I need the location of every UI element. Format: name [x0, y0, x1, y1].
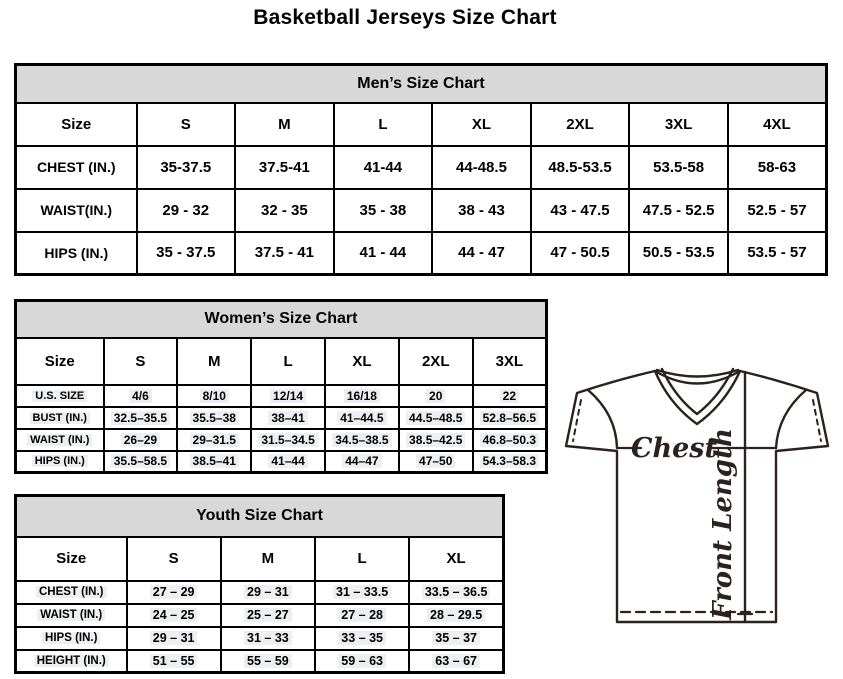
table-row [16, 451, 547, 473]
cell-text: 59 – 63 [338, 654, 386, 668]
size-value [473, 407, 547, 429]
cell-text: CHEST (IN.) [36, 159, 116, 175]
size-value [221, 650, 315, 673]
column-header [409, 537, 503, 581]
cell-text: 52.8–56.5 [480, 411, 539, 425]
cell-text: 37.5-41 [258, 158, 310, 176]
size-value [315, 650, 409, 673]
cell-text: 55 – 59 [244, 654, 292, 668]
cell-text: 28 – 29.5 [427, 608, 485, 622]
size-value [127, 581, 221, 604]
jersey-icon [558, 362, 840, 634]
column-header [629, 103, 728, 146]
column-header [104, 338, 178, 385]
jersey-measurement-diagram [558, 362, 840, 634]
cell-text: 35 – 37 [432, 631, 480, 645]
column-header-row [16, 338, 547, 385]
cell-text: HIPS (IN.) [32, 455, 88, 467]
size-value [629, 232, 728, 275]
size-value [251, 385, 325, 407]
cell-text: 43 - 47.5 [550, 201, 610, 219]
size-value [104, 385, 178, 407]
cell-text: S [168, 550, 179, 567]
cell-text: Size [44, 352, 75, 370]
cell-text: S [135, 352, 146, 370]
cell-text: 63 – 67 [432, 654, 480, 668]
size-value [334, 189, 433, 232]
cell-text: 35.5–38 [190, 411, 239, 425]
cell-text: 35-37.5 [160, 158, 212, 176]
size-value [473, 451, 547, 473]
column-header [325, 338, 399, 385]
column-header [399, 338, 473, 385]
row-label [16, 627, 127, 650]
cell-text: L [378, 115, 388, 133]
column-header [315, 537, 409, 581]
cell-text: 22 [500, 389, 519, 403]
row-label [16, 429, 104, 451]
size-value [629, 189, 728, 232]
size-value [399, 429, 473, 451]
cell-text: WAIST (IN.) [27, 434, 92, 446]
row-label [16, 581, 127, 604]
row-label [16, 650, 127, 673]
size-value [629, 146, 728, 189]
column-header [251, 338, 325, 385]
cell-text: 38.5–42.5 [406, 433, 465, 447]
cell-text: WAIST (IN.) [37, 609, 105, 621]
cell-text: 38–41 [268, 411, 307, 425]
cell-text: 33.5 – 36.5 [422, 585, 491, 599]
cell-text: M [207, 352, 221, 370]
right-armhole-seam [776, 390, 806, 448]
cell-text: M [278, 115, 291, 133]
cell-text: Men’s Size Chart [357, 74, 485, 92]
cell-text: L [283, 352, 293, 370]
size-value [127, 604, 221, 627]
column-header [16, 338, 104, 385]
page-title: Basketball Jerseys Size Chart [253, 6, 557, 29]
size-value [251, 429, 325, 451]
table-row [16, 385, 547, 407]
size-value [137, 189, 236, 232]
cell-text: 44 - 47 [458, 244, 505, 262]
cell-text: U.S. SIZE [32, 390, 87, 402]
cell-text: L [357, 550, 367, 567]
collar-inner-curve [657, 370, 738, 377]
size-value [432, 189, 531, 232]
cell-text: 46.8–50.3 [480, 433, 539, 447]
cell-text: 32 - 35 [260, 201, 308, 219]
size-value [104, 407, 178, 429]
column-header-row [16, 103, 827, 146]
size-value [325, 407, 399, 429]
size-value [531, 146, 630, 189]
size-value [235, 232, 334, 275]
size-value [177, 451, 251, 473]
size-value [728, 232, 827, 275]
mens-size-table [14, 63, 828, 276]
size-value [432, 146, 531, 189]
row-label [16, 451, 104, 473]
size-value [177, 407, 251, 429]
row-label [16, 604, 127, 627]
size-value [235, 189, 334, 232]
table-title-row [16, 301, 547, 338]
table-title-row [16, 65, 827, 103]
cell-text: 52.5 - 57 [747, 201, 807, 219]
cell-text: 41–44.5 [337, 411, 386, 425]
row-label [16, 189, 137, 232]
size-value [235, 146, 334, 189]
column-header [531, 103, 630, 146]
cell-text: 38.5–41 [190, 454, 239, 468]
cell-text: 4/6 [129, 389, 152, 403]
cell-text: 3XL [495, 352, 524, 370]
cell-text: 58-63 [757, 158, 797, 176]
table-row [16, 650, 504, 673]
column-header-row [16, 537, 504, 581]
cell-text: Youth Size Chart [196, 507, 323, 525]
size-value [251, 451, 325, 473]
column-header [221, 537, 315, 581]
size-value [409, 581, 503, 604]
size-value [315, 581, 409, 604]
column-header [177, 338, 251, 385]
column-header [16, 103, 137, 146]
size-value [315, 627, 409, 650]
cell-text: HEIGHT (IN.) [34, 655, 109, 667]
cell-text: XL [446, 550, 466, 567]
cell-text: WAIST(IN.) [40, 202, 113, 218]
size-value [334, 146, 433, 189]
size-value [127, 627, 221, 650]
size-value [251, 407, 325, 429]
column-header [16, 537, 127, 581]
cell-text: 32.5–35.5 [111, 411, 170, 425]
cell-text: 41 - 44 [359, 244, 407, 262]
cell-text: 26–29 [121, 433, 160, 447]
cell-text: Women’s Size Chart [204, 310, 358, 328]
cell-text: Size [56, 550, 87, 567]
cell-text: Size [61, 115, 92, 133]
column-header [473, 338, 547, 385]
size-value [473, 385, 547, 407]
cell-text: 44–47 [342, 454, 381, 468]
size-value [531, 232, 630, 275]
size-value [325, 385, 399, 407]
cell-text: 35.5–58.5 [111, 454, 170, 468]
size-value [325, 429, 399, 451]
column-header [127, 537, 221, 581]
column-header [432, 103, 531, 146]
cell-text: HIPS (IN.) [42, 632, 100, 644]
table-row [16, 146, 827, 189]
size-value [728, 146, 827, 189]
cell-text: 51 – 55 [150, 654, 198, 668]
cell-text: BUST (IN.) [30, 412, 90, 424]
cell-text: 8/10 [200, 389, 229, 403]
cell-text: 4XL [763, 115, 791, 133]
size-value [409, 650, 503, 673]
table-row [16, 232, 827, 275]
cell-text: 20 [426, 389, 445, 403]
cell-text: CHEST (IN.) [36, 586, 107, 598]
size-value [177, 429, 251, 451]
cell-text: 48.5-53.5 [548, 158, 612, 176]
cell-text: 24 – 25 [150, 608, 198, 622]
table-title [16, 301, 547, 338]
youth-size-table [14, 494, 505, 674]
cell-text: 47.5 - 52.5 [642, 201, 715, 219]
cell-text: XL [352, 352, 372, 370]
cell-text: 37.5 - 41 [254, 244, 314, 262]
cell-text: HIPS (IN.) [44, 244, 109, 261]
table-title [16, 65, 827, 103]
size-value [137, 232, 236, 275]
chest-label: Chest [631, 433, 717, 464]
cell-text: 53.5 - 57 [747, 244, 807, 262]
cell-text: 29 – 31 [244, 585, 292, 599]
cell-text: 29 – 31 [150, 631, 198, 645]
size-value [473, 429, 547, 451]
size-value [334, 232, 433, 275]
left-armhole-seam [588, 390, 617, 448]
row-label [16, 146, 137, 189]
cell-text: XL [471, 115, 492, 133]
cell-text: 31 – 33.5 [333, 585, 391, 599]
size-value [221, 627, 315, 650]
size-value [221, 604, 315, 627]
table-row [16, 429, 547, 451]
cell-text: 29 - 32 [162, 201, 210, 219]
cell-text: 31.5–34.5 [258, 433, 317, 447]
size-value [177, 385, 251, 407]
cell-text: 3XL [664, 115, 693, 133]
cell-text: 2XL [566, 115, 594, 133]
size-value [399, 407, 473, 429]
size-value [221, 581, 315, 604]
size-value [104, 451, 178, 473]
size-value [137, 146, 236, 189]
cell-text: 29–31.5 [190, 433, 239, 447]
table-row [16, 189, 827, 232]
size-value [127, 650, 221, 673]
cell-text: 12/14 [270, 389, 306, 403]
cell-text: 27 – 29 [150, 585, 198, 599]
column-header [334, 103, 433, 146]
column-header [235, 103, 334, 146]
size-value [315, 604, 409, 627]
cell-text: 41–44 [268, 454, 307, 468]
size-value [728, 189, 827, 232]
womens-size-table [14, 299, 548, 474]
cell-text: M [261, 550, 275, 567]
table-row [16, 581, 504, 604]
table-row [16, 627, 504, 650]
cell-text: 50.5 - 53.5 [642, 244, 715, 262]
cell-text: 44.5–48.5 [406, 411, 465, 425]
size-value [325, 451, 399, 473]
row-label [16, 407, 104, 429]
size-value [104, 429, 178, 451]
size-value [409, 627, 503, 650]
cell-text: 41-44 [363, 158, 403, 176]
column-header [728, 103, 827, 146]
cell-text: 47–50 [416, 454, 455, 468]
front-length-label: Front Length [708, 428, 738, 620]
size-value [432, 232, 531, 275]
cell-text: 38 - 43 [458, 201, 505, 219]
cell-text: 53.5-58 [653, 158, 705, 176]
row-label [16, 232, 137, 275]
cell-text: S [180, 115, 191, 133]
row-label [16, 385, 104, 407]
size-value [531, 189, 630, 232]
cell-text: 54.3–58.3 [480, 454, 539, 468]
cell-text: 44-48.5 [456, 158, 507, 176]
cell-text: 16/18 [344, 389, 380, 403]
table-title-row [16, 496, 504, 537]
table-title [16, 496, 504, 537]
size-value [409, 604, 503, 627]
cell-text: 25 – 27 [244, 608, 292, 622]
cell-text: 33 – 35 [338, 631, 386, 645]
cell-text: 2XL [421, 352, 450, 370]
column-header [137, 103, 236, 146]
cell-text: 35 - 37.5 [156, 244, 216, 262]
table-row [16, 407, 547, 429]
cell-text: 27 – 28 [338, 608, 386, 622]
table-row [16, 604, 504, 627]
size-value [399, 451, 473, 473]
size-value [399, 385, 473, 407]
cell-text: 47 - 50.5 [550, 244, 610, 262]
cell-text: 34.5–38.5 [332, 433, 391, 447]
cell-text: 31 – 33 [244, 631, 292, 645]
cell-text: 35 - 38 [359, 201, 407, 219]
